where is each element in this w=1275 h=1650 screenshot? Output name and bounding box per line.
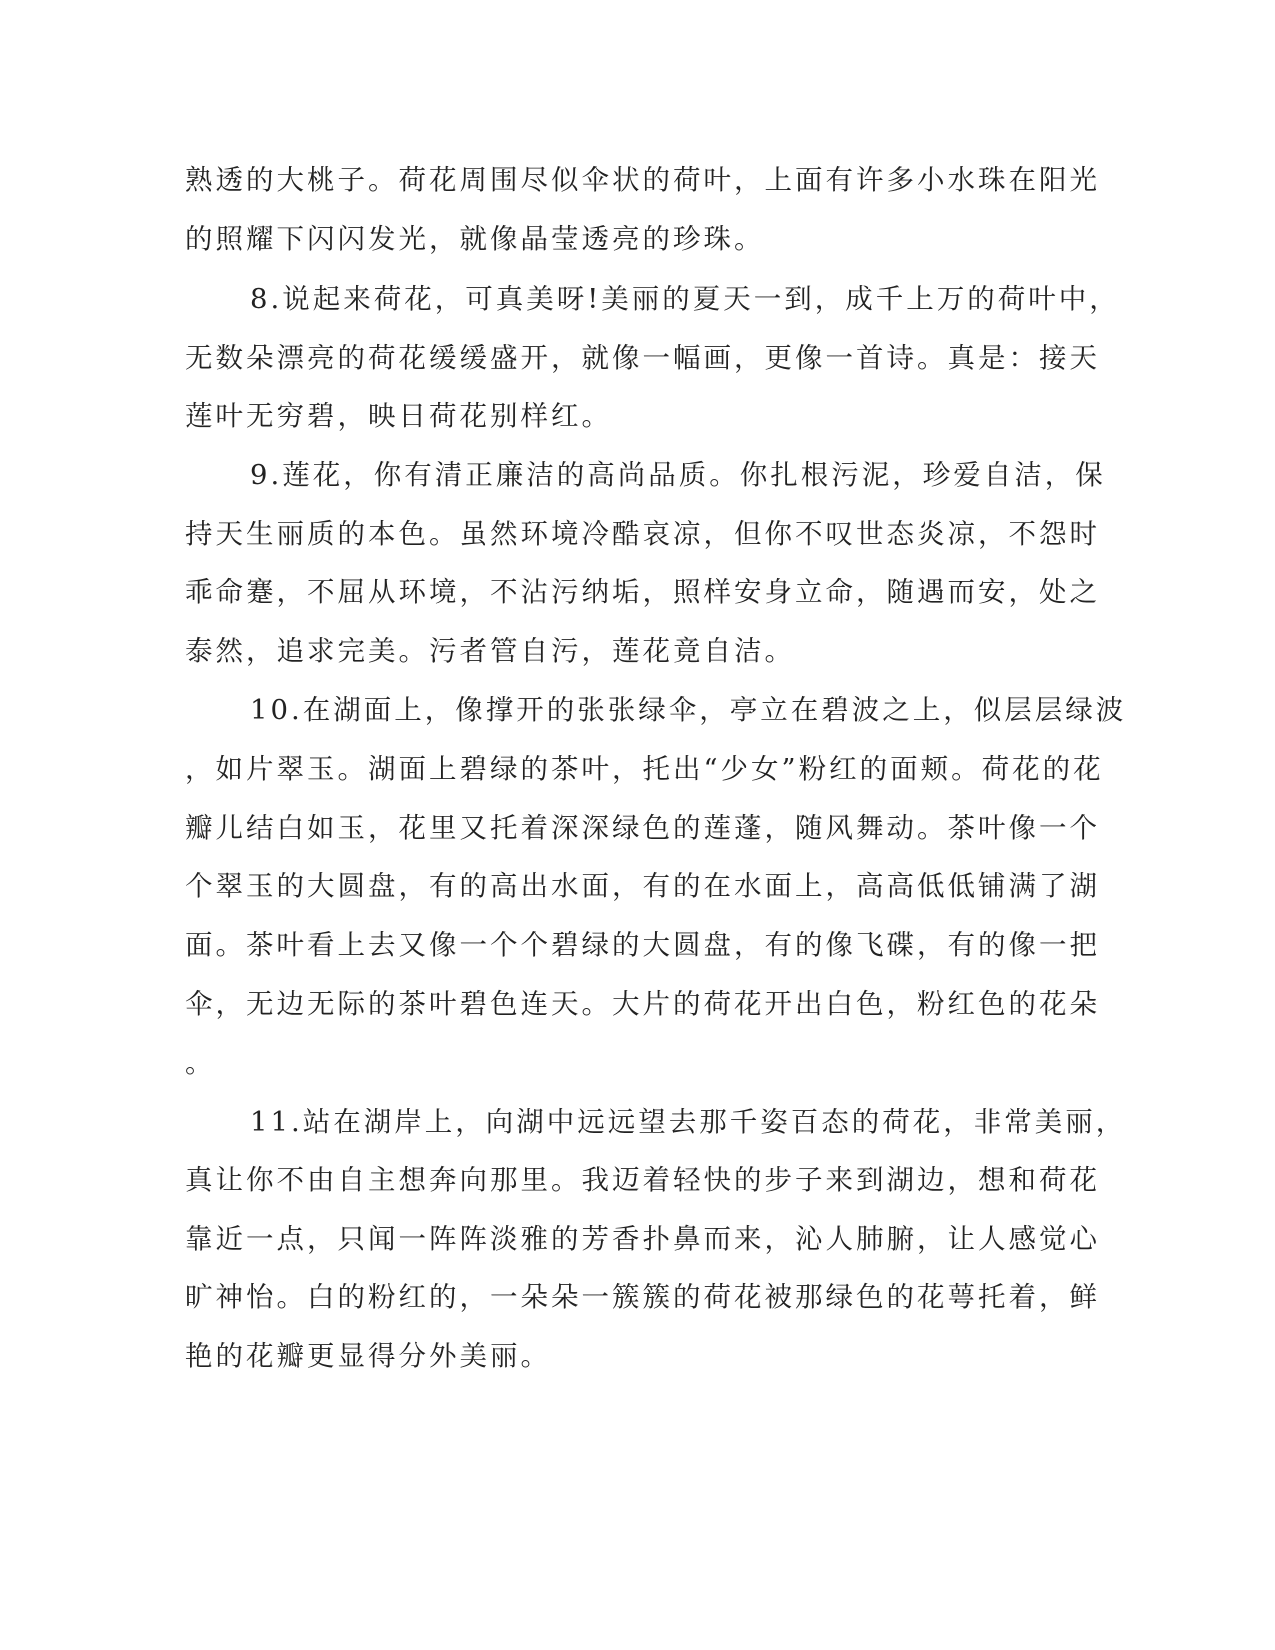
text-line: 艳的花瓣更显得分外美丽。 (185, 1340, 551, 1372)
text-line: ，如片翠玉。湖面上碧绿的茶叶，托出“少女”粉红的面颊。荷花的花 (185, 753, 1104, 785)
text-line: 伞，无边无际的茶叶碧色连天。大片的荷花开出白色，粉红色的花朵 (185, 988, 1100, 1020)
text-line: 泰然，追求完美。污者管自污，莲花竟自洁。 (185, 635, 795, 667)
text-line: 的照耀下闪闪发光，就像晶莹透亮的珍珠。 (185, 223, 765, 255)
paragraph-8-first-line: 8.说起来荷花，可真美呀!美丽的夏天一到，成千上万的荷叶中， (250, 283, 1120, 315)
text-line: 面。茶叶看上去又像一个个碧绿的大圆盘，有的像飞碟，有的像一把 (185, 929, 1100, 961)
text-line: 无数朵漂亮的荷花缓缓盛开，就像一幅画，更像一首诗。真是：接天 (185, 342, 1100, 374)
text-line: 熟透的大桃子。荷花周围尽似伞状的荷叶，上面有许多小水珠在阳光 (185, 164, 1100, 196)
text-line: 真让你不由自主想奔向那里。我迈着轻快的步子来到湖边，想和荷花 (185, 1164, 1100, 1196)
text-line: 乖命蹇，不屈从环境，不沾污纳垢，照样安身立命，随遇而安，处之 (185, 576, 1100, 608)
paragraph-9-first-line: 9.莲花，你有清正廉洁的高尚品质。你扎根污泥，珍爱自洁，保 (250, 459, 1106, 491)
text-line: 。 (185, 1047, 216, 1079)
text-line: 旷神怡。白的粉红的，一朵朵一簇簇的荷花被那绿色的花萼托着，鲜 (185, 1281, 1100, 1313)
text-line: 靠近一点，只闻一阵阵淡雅的芳香扑鼻而来，沁人肺腑，让人感觉心 (185, 1223, 1100, 1255)
paragraph-11-first-line: 11.站在湖岸上，向湖中远远望去那千姿百态的荷花，非常美丽， (250, 1106, 1127, 1138)
text-line: 持天生丽质的本色。虽然环境冷酷哀凉，但你不叹世态炎凉，不怨时 (185, 518, 1100, 550)
text-line: 瓣儿结白如玉，花里又托着深深绿色的莲蓬，随风舞动。茶叶像一个 (185, 812, 1100, 844)
paragraph-10-first-line: 10.在湖面上，像撑开的张张绿伞，亭立在碧波之上，似层层绿波 (250, 694, 1127, 726)
text-line: 莲叶无穷碧，映日荷花别样红。 (185, 400, 612, 432)
text-line: 个翠玉的大圆盘，有的高出水面，有的在水面上，高高低低铺满了湖 (185, 870, 1100, 902)
